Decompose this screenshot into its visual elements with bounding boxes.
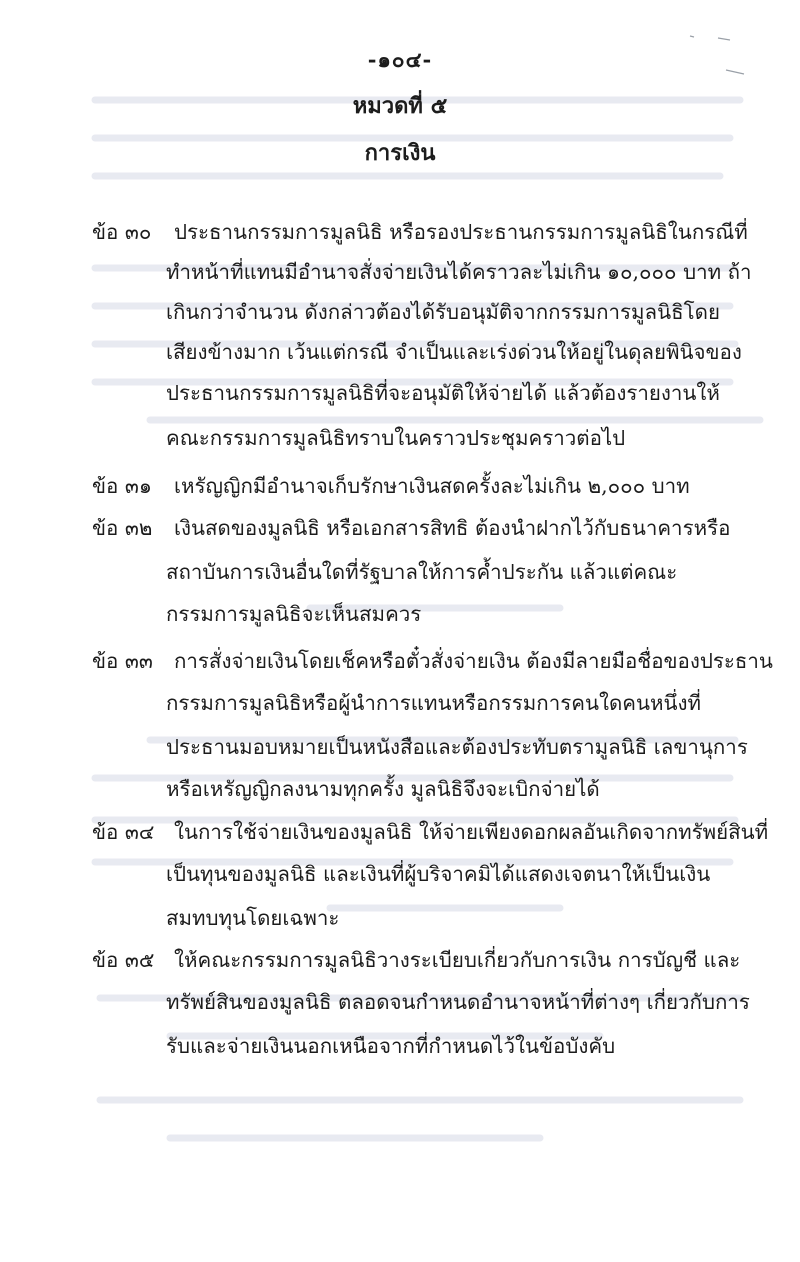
clause-line: เกินกว่าจำนวน ดังกล่าวต้องได้รับอนุมัติจากกรรมการมูลนิธิโดย xyxy=(166,300,720,324)
clause-line: รับและจ่ายเงินนอกเหนือจากที่กำหนดไว้ในข้อบังคับ xyxy=(166,1034,616,1058)
clause-line: ประธานกรรมการมูลนิธิที่จะอนุมัติให้จ่ายได้ แล้วต้องรายงานให้ xyxy=(166,381,720,405)
clause-label: ข้อ ๓๓ xyxy=(92,649,153,673)
clause-label: ข้อ ๓๕ xyxy=(92,948,155,972)
clause-line: สถาบันการเงินอื่นใดที่รัฐบาลให้การค้ำประกัน แล้วแต่คณะ xyxy=(166,560,678,584)
clause-line: เหรัญญิกมีอำนาจเก็บรักษาเงินสดครั้งละไม่เกิน ๒,๐๐๐ บาท xyxy=(174,474,690,498)
clause-line: ประธานมอบหมายเป็นหนังสือและต้องประทับตรามูลนิธิ เลขานุการ xyxy=(166,735,748,759)
chapter-title: การเงิน xyxy=(364,140,436,166)
clause-line: ทำหน้าที่แทนมีอำนาจสั่งจ่ายเงินได้คราวละไม่เกิน ๑๐,๐๐๐ บาท ถ้า xyxy=(166,260,752,284)
chapter-heading: หมวดที่ ๕ xyxy=(352,93,448,119)
clause-line: ในการใช้จ่ายเงินของมูลนิธิ ให้จ่ายเพียงดอกผลอันเกิดจากทรัพย์สินที่ xyxy=(174,820,769,844)
clause-line: เงินสดของมูลนิธิ หรือเอกสารสิทธิ ต้องนำฝากไว้กับธนาคารหรือ xyxy=(174,516,731,540)
clause-line: หรือเหรัญญิกลงนามทุกครั้ง มูลนิธิจึงจะเบิกจ่ายได้ xyxy=(166,777,600,801)
clause-line: กรรมการมูลนิธิจะเห็นสมควร xyxy=(166,602,422,626)
clause-line: ประธานกรรมการมูลนิธิ หรือรองประธานกรรมการมูลนิธิในกรณีที่ xyxy=(174,220,748,244)
clause-line: ให้คณะกรรมการมูลนิธิวางระเบียบเกี่ยวกับการเงิน การบัญชี และ xyxy=(174,948,741,972)
page-number: -๑๐๔- xyxy=(367,47,433,72)
clause-line: ทรัพย์สินของมูลนิธิ ตลอดจนกำหนดอำนาจหน้าที่ต่างๆ เกี่ยวกับการ xyxy=(166,990,750,1014)
clause-line: คณะกรรมการมูลนิธิทราบในคราวประชุมคราวต่อไป xyxy=(166,426,626,450)
clause-label: ข้อ ๓๒ xyxy=(92,516,153,540)
clause-line: การสั่งจ่ายเงินโดยเช็คหรือตั๋วสั่งจ่ายเงิน ต้องมีลายมือชื่อของประธาน xyxy=(174,649,773,673)
clause-label: ข้อ ๓๔ xyxy=(92,820,155,844)
clause-line: กรรมการมูลนิธิหรือผู้นำการแทนหรือกรรมการคนใดคนหนึ่งที่ xyxy=(166,691,702,715)
clause-line: เสียงข้างมาก เว้นแต่กรณี จำเป็นและเร่งด่วนให้อยู่ในดุลยพินิจของ xyxy=(166,340,742,364)
clause-line: เป็นทุนของมูลนิธิ และเงินที่ผู้บริจาคมิได้แสดงเจตนาให้เป็นเงิน xyxy=(166,862,711,886)
clause-label: ข้อ ๓๑ xyxy=(92,474,152,498)
clause-line: สมทบทุนโดยเฉพาะ xyxy=(166,906,340,930)
clause-label: ข้อ ๓๐ xyxy=(92,220,152,244)
